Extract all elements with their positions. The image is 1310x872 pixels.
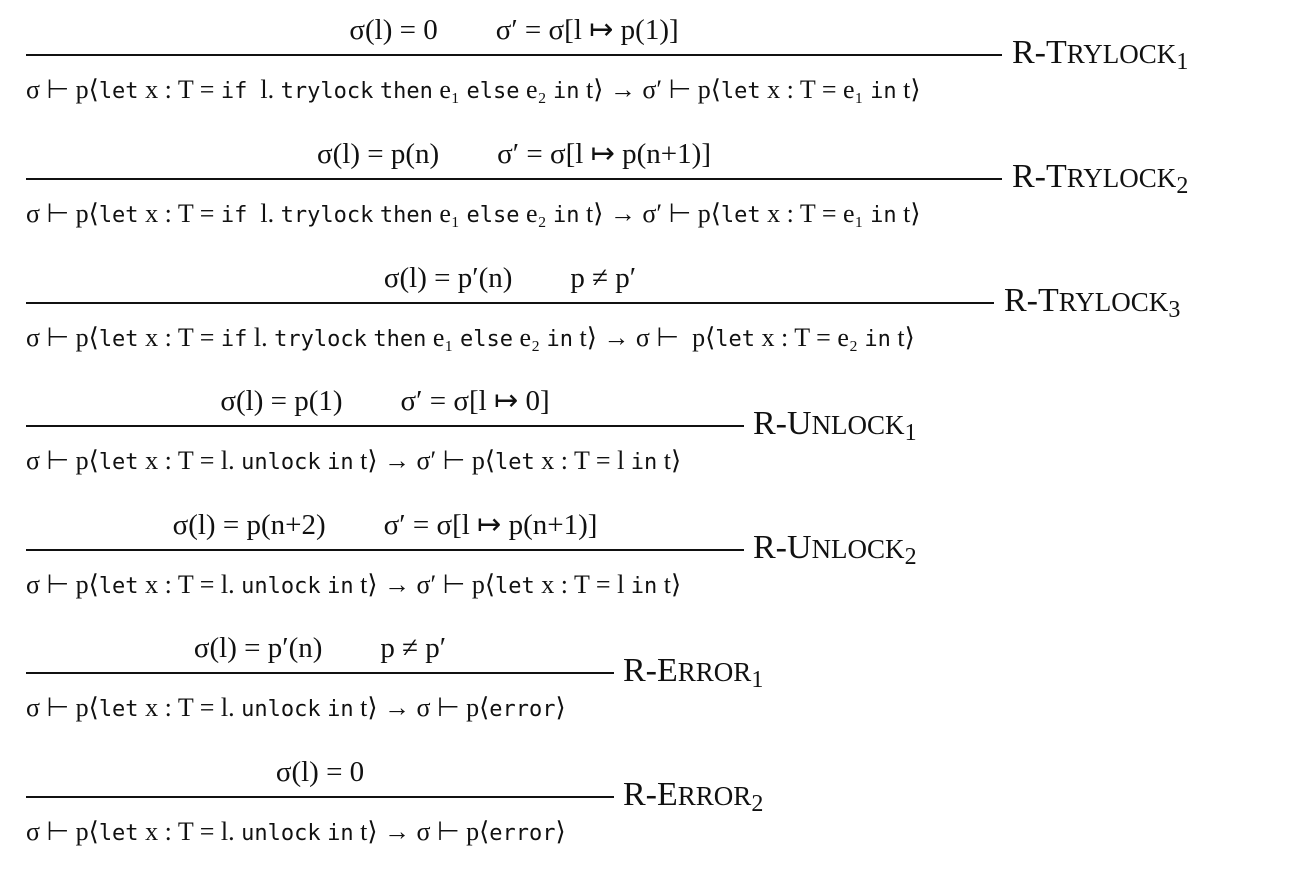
rule-name-tail: RROR [677, 657, 752, 687]
rule-name-tail: NLOCK [811, 534, 905, 564]
code-keyword: let [98, 203, 139, 228]
code-keyword: in [870, 203, 897, 228]
rule-conclusion: σ ⊢ p⟨let x : T = l. unlock in t⟩ → σ′ ⊢ p⟨let x : T = l in t⟩ [26, 446, 682, 475]
code-keyword: unlock [241, 821, 321, 846]
rule-name-head: R-U [753, 405, 812, 442]
code-keyword: let [494, 450, 535, 475]
code-keyword: let [720, 203, 761, 228]
rule-name-index: 1 [751, 667, 764, 693]
code-keyword: in [630, 574, 658, 599]
rule-premises: σ(l) = p′(n) p ≠ p′ [193, 632, 447, 664]
code-keyword: let [98, 79, 139, 104]
code-keyword: let [720, 79, 761, 104]
rule-name [753, 526, 917, 570]
code-keyword: unlock [241, 450, 321, 475]
code-keyword: trylock [274, 327, 367, 352]
rule-name-tail: RYLOCK [1066, 163, 1177, 193]
rule-premises: σ(l) = p′(n) p ≠ p′ [383, 262, 637, 294]
code-keyword: in [327, 821, 354, 846]
code-keyword: in [630, 450, 658, 475]
inference-line [26, 302, 994, 304]
rule-name-index: 2 [904, 544, 917, 570]
code-keyword: else [466, 203, 520, 228]
rule-name-head: R-T [1004, 282, 1059, 319]
rule-name-index: 2 [1176, 173, 1189, 199]
code-keyword: let [98, 821, 139, 846]
code-keyword: if [220, 203, 248, 228]
code-keyword: else [459, 327, 513, 352]
rule-name-tail: RYLOCK [1066, 39, 1177, 69]
rule-name [1012, 31, 1188, 75]
code-keyword: let [98, 450, 139, 475]
rule-name [623, 649, 763, 693]
rule-name-index: 2 [751, 791, 764, 817]
rule-name-head: R-T [1012, 34, 1067, 71]
rule-name-index: 1 [904, 420, 917, 446]
code-keyword: in [546, 327, 574, 352]
rule-conclusion: σ ⊢ p⟨let x : T = l. unlock in t⟩ → σ′ ⊢ p⟨let x : T = l in t⟩ [26, 570, 682, 599]
rule-conclusion: σ ⊢ p⟨let x : T = l. unlock in t⟩ → σ ⊢ p⟨error⟩ [26, 817, 566, 846]
code-keyword: in [327, 574, 354, 599]
rule-name-head: R-U [753, 529, 812, 566]
inference-line [26, 425, 744, 427]
code-keyword: then [379, 79, 433, 104]
rule-name [1004, 279, 1180, 323]
code-keyword: error [489, 697, 556, 722]
code-keyword: unlock [241, 697, 321, 722]
rule-premises: σ(l) = p(1) σ′ = σ[l ↦ 0] [220, 385, 550, 417]
code-keyword: trylock [280, 79, 374, 104]
code-keyword: let [98, 327, 139, 352]
rule-name [623, 773, 763, 817]
code-keyword: else [466, 79, 520, 104]
rule-premises: σ(l) = p(n+2) σ′ = σ[l ↦ p(n+1)] [172, 509, 598, 541]
rule-name-head: R-T [1012, 158, 1067, 195]
rule-name [1012, 155, 1188, 199]
code-keyword: let [494, 574, 535, 599]
code-keyword: then [379, 203, 433, 228]
code-keyword: in [327, 697, 354, 722]
code-keyword: if [220, 327, 248, 352]
code-keyword: then [373, 327, 427, 352]
rule-premises: σ(l) = 0 [275, 756, 365, 788]
rule-conclusion: σ ⊢ p⟨let x : T = if l. trylock then e₁ else e₂ in t⟩ → σ ⊢ p⟨let x : T = e₂ in t⟩ [26, 323, 915, 352]
rule-name-head: R-E [623, 652, 678, 689]
code-keyword: in [864, 327, 891, 352]
rule-premises: σ(l) = p(n) σ′ = σ[l ↦ p(n+1)] [317, 138, 711, 170]
rule-name-tail: RYLOCK [1058, 287, 1169, 317]
rule-name-tail: NLOCK [811, 410, 905, 440]
inference-line [26, 672, 614, 674]
rule-conclusion: σ ⊢ p⟨let x : T = l. unlock in t⟩ → σ ⊢ p⟨error⟩ [26, 693, 566, 722]
inference-line [26, 549, 744, 551]
inference-line [26, 54, 1002, 56]
rule-name-index: 3 [1168, 297, 1181, 323]
code-keyword: in [870, 79, 897, 104]
inference-line [26, 796, 614, 798]
inference-line [26, 178, 1002, 180]
code-keyword: let [715, 327, 755, 352]
rule-name-tail: RROR [677, 781, 752, 811]
rule-conclusion: σ ⊢ p⟨let x : T = if l. trylock then e₁ else e₂ in t⟩ → σ′ ⊢ p⟨let x : T = e₁ in t⟩ [26, 75, 921, 104]
rule-name-head: R-E [623, 776, 678, 813]
code-keyword: unlock [241, 574, 321, 599]
code-keyword: error [489, 821, 556, 846]
code-keyword: in [553, 79, 580, 104]
code-keyword: trylock [280, 203, 374, 228]
rule-name-index: 1 [1176, 49, 1189, 75]
rule-premises: σ(l) = 0 σ′ = σ[l ↦ p(1)] [349, 14, 679, 46]
rule-name [753, 402, 917, 446]
code-keyword: let [98, 574, 139, 599]
code-keyword: in [553, 203, 580, 228]
code-keyword: if [220, 79, 248, 104]
rule-conclusion: σ ⊢ p⟨let x : T = if l. trylock then e₁ else e₂ in t⟩ → σ′ ⊢ p⟨let x : T = e₁ in t⟩ [26, 199, 921, 228]
code-keyword: let [98, 697, 139, 722]
code-keyword: in [327, 450, 354, 475]
